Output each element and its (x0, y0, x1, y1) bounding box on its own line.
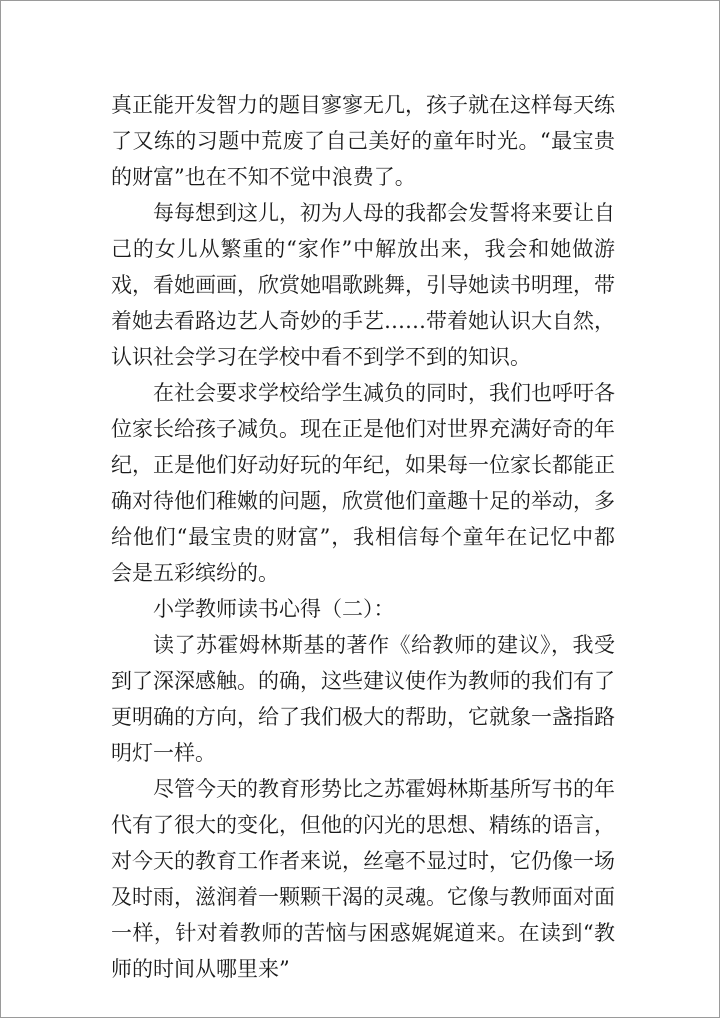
section-heading: 小学教师读书心得（二）： (153, 597, 395, 621)
paragraph-2: 每每想到这儿，初为人母的我都会发誓将来要让自己的女儿从繁重的“家作”中解放出来，我会和她做游戏，看她画画，欣赏她唱歌跳舞，引导她读书明理，带着她去看路边艺人奇妙的手艺……带着她认识大自然，认识社会学习在学校中看不到学不到的知识。 (111, 201, 615, 369)
document-body (111, 87, 615, 987)
paragraph-5: 尽管今天的教育形势比之苏霍姆林斯基所写书的年代有了很大的变化，但他的闪光的思想、精练的语言，对今天的教育工作者来说，丝毫不显过时，它仍像一场及时雨，滋润着一颗颗干渴的灵魂。它像与教师面对面一样，针对着教师的苦恼与困惑娓娓道来。在读到“教师的时间从哪里来” (111, 777, 615, 981)
paragraph-3: 在社会要求学校给学生减负的同时，我们也呼吁各位家长给孩子减负。现在正是他们对世界充满好奇的年纪，正是他们好动好玩的年纪，如果每一位家长都能正确对待他们稚嫩的问题，欣赏他们童趣十足的举动，多给他们“最宝贵的财富”，我相信每个童年在记忆中都会是五彩缤纷的。 (111, 381, 615, 585)
paragraph-1: 真正能开发智力的题目寥寥无几，孩子就在这样每天练了又练的习题中荒废了自己美好的童年时光。“最宝贵的财富”也在不知不觉中浪费了。 (111, 93, 615, 189)
paragraph-4: 读了苏霍姆林斯基的著作《给教师的建议》，我受到了深深感触。的确，这些建议使作为教师的我们有了更明确的方向，给了我们极大的帮助，它就象一盏指路明灯一样。 (111, 633, 615, 765)
